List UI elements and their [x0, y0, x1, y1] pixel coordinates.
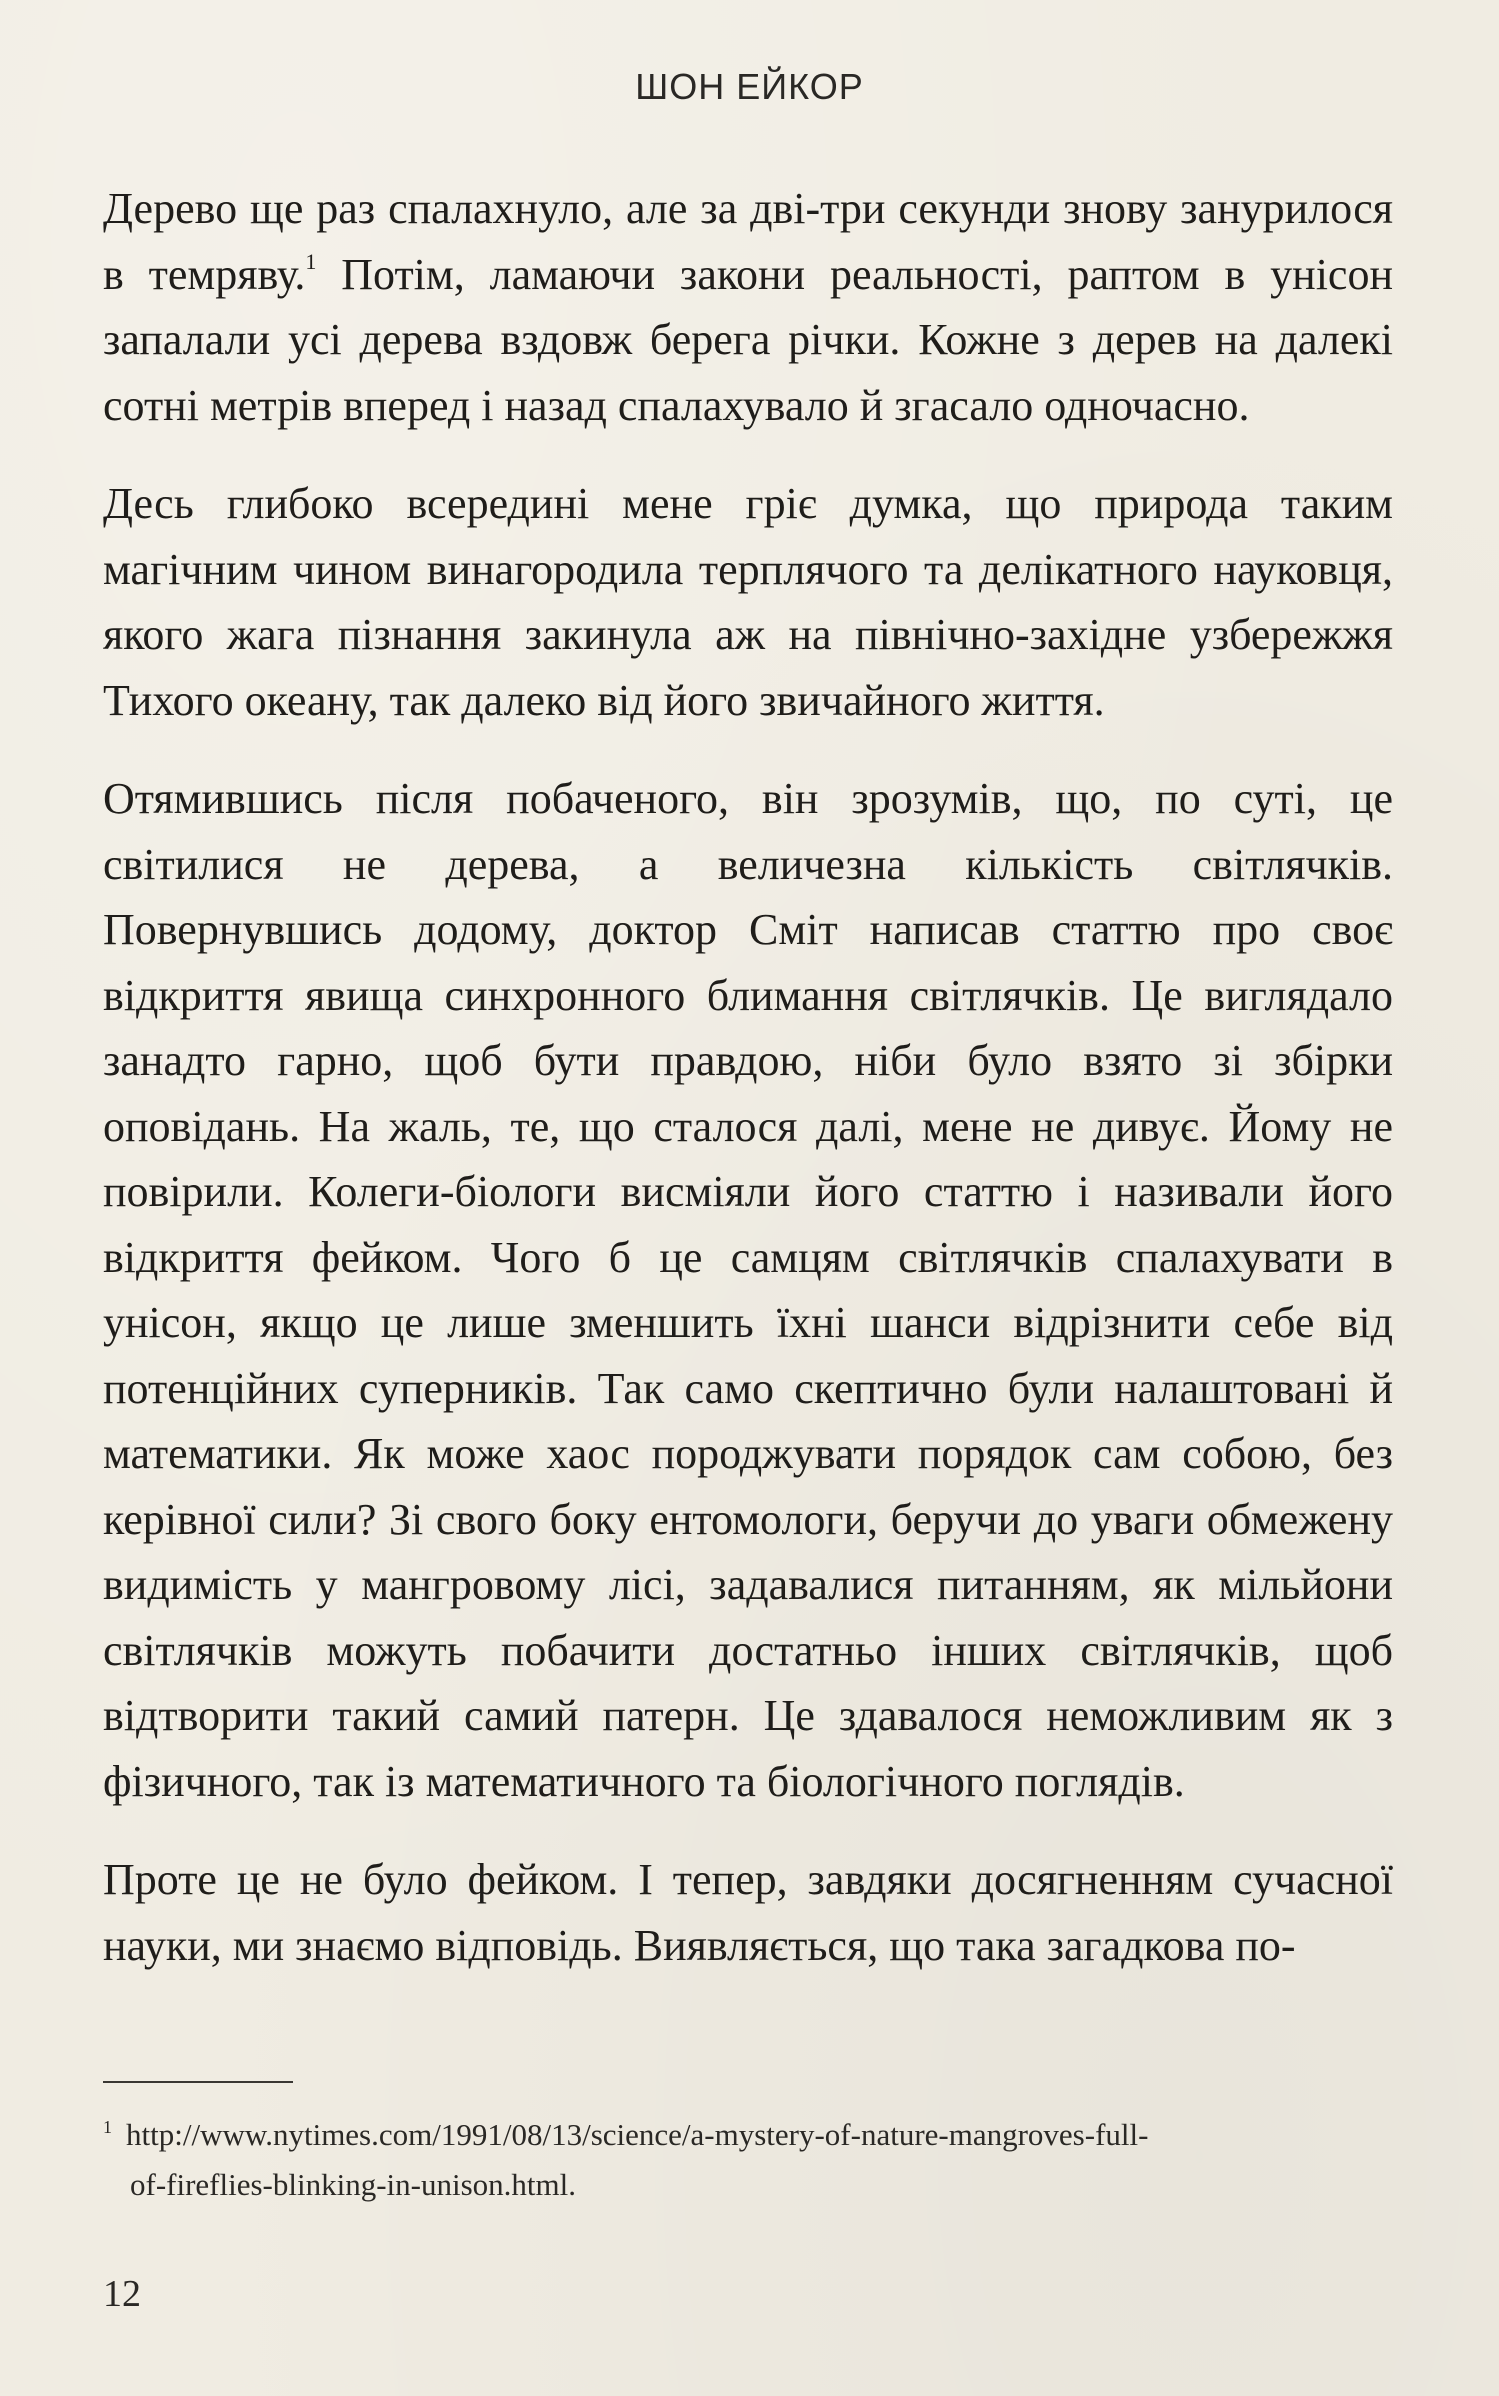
footnote-url-line-2: of-fireflies-blinking-in-unison.html. — [130, 2167, 576, 2202]
footnote-divider — [103, 2081, 293, 2083]
paragraph-4: Проте це не було фейком. І тепер, завдяки досягненням сучасної науки, ми знаємо відповідь. Виявляється, що така загадкова по- — [103, 1855, 1393, 1970]
paragraph-1-text-b: Потім, ламаючи закони реальності, раптом в унісон запалали усі дерева вздовж берега річки. Кожне з дерев на далекі сотні метрів вперед і назад спалахувало й згасало одночасно. — [103, 249, 1393, 430]
footnote-reference[interactable]: 1 — [305, 248, 317, 274]
footnote — [103, 2112, 1393, 2208]
paragraph-3: Отямившись після побаченого, він зрозумів, що, по суті, це світилися не дерева, а величезна кількість світлячків. Повернувшись додому, доктор Сміт написав статтю про своє відкриття явища синхронного блимання світлячків. Це виглядало занадто гарно, щоб бути правдою, ніби було взято зі збірки оповідань. На жаль, те, що сталося далі, мене не дивує. Йому не повірили. Колеги-біологи висміяли його статтю і називали його відкриття фейком. Чого б це самцям світлячків спалахувати в унісон, якщо це лише зменшить їхні шанси відрізнити себе від потенційних суперників. Так само скептично були налаштовані й математики. Як може хаос породжувати порядок сам собою, без керівної сили? Зі свого боку ентомологи, беручи до уваги обмежену видимість у мангровому лісі, задавалися питанням, як мільйони світлячків можуть побачити достатньо інших світлячків, щоб відтворити такий самий патерн. Це здавалося неможливим як з фізичного, так із математичного та біологічного поглядів. — [103, 774, 1393, 1806]
paragraph-2: Десь глибоко всередині мене гріє думка, що природа таким магічним чином винагородила терплячого та делікатного науковця, якого жага пізнання закинула аж на північно-західне узбережжя Тихого океану, так далеко від його звичайного життя. — [103, 479, 1393, 725]
footnote-url-line-1: http://www.nytimes.com/1991/08/13/science/a-mystery-of-nature-mangroves-full- — [126, 2117, 1149, 2152]
footnote-number: 1 — [103, 2117, 112, 2137]
body-text — [103, 176, 1393, 1978]
running-head: ШОН ЕЙКОР — [635, 66, 864, 107]
paragraph-1-text-a: Дерево ще раз спалахнуло, але за дві-три секунди знову занурилося в темряву. — [103, 184, 1393, 299]
paragraph-1 — [103, 176, 1393, 438]
page-number: 12 — [103, 2273, 141, 2315]
